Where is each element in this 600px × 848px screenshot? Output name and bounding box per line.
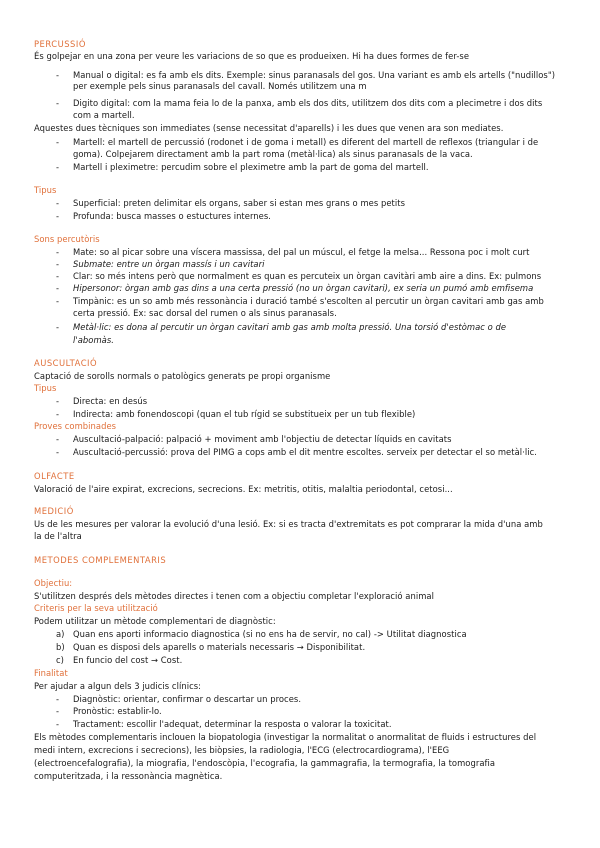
list-item: Martell: el martell de percussió (rodonet i de goma i metall) es diferent del martell de reflexos (triangular i de: [73, 137, 539, 147]
closing-paragraph-line: (electroencefalografia), la miografia, l'endoscòpia, l'ecografia, la gammagrafia, la termografia, la tomografia: [34, 758, 496, 768]
list-item-submate: Submate: entre un òrgan massís i un cavitari: [73, 259, 265, 269]
bullet-dash: -: [56, 694, 60, 704]
subsection-title-sons: Sons percutòris: [34, 234, 100, 244]
bullet-dash: -: [56, 434, 60, 444]
list-letter: b): [56, 642, 65, 652]
list-item: Auscultació-palpació: palpació + moviment amb l'objectiu de detectar líquids en cavitats: [73, 434, 452, 444]
list-item: Tractament: escollir l'adequat, determinar la resposta o valorar la toxicitat.: [73, 719, 392, 729]
section-title-percussio: PERCUSSIÓ: [34, 39, 86, 49]
list-item-cont: com a martell.: [73, 110, 135, 120]
list-item: Martell i pleximetre: percudim sobre el pleximetre amb la part de goma del martell.: [73, 162, 429, 172]
closing-paragraph-line: medi intern, excrecions i secrecions), les biòpsies, la radiologia, l'ECG (electrocardiograma), l'EEG: [34, 745, 450, 755]
list-item-timpanic: Timpànic: es un so amb més ressonància i duració també s'escolten al percutir un òrgan cavitari amb gas amb: [73, 296, 544, 306]
subsection-title-objectiu: Objectiu:: [34, 578, 73, 588]
bullet-dash: -: [56, 198, 60, 208]
list-item-cont: per exemple pels sinus paranasals del cavall. Només utilitzem una m: [73, 81, 367, 91]
section-title-medicio: MEDICIÓ: [34, 506, 74, 516]
medicio-text-cont: la de l'altra: [34, 531, 82, 541]
section-title-auscultacio: AUSCULTACIÓ: [34, 358, 98, 368]
criteris-intro: Podem utilitzar un mètode complementari de diagnòstic:: [34, 616, 276, 626]
bullet-dash: -: [56, 283, 60, 293]
list-item: Digito digital: com la mama feia lo de la panxa, amb els dos dits, utilitzem dos dits com a plecimetre i dos dits: [73, 98, 543, 108]
subsection-title-proves: Proves combinades: [34, 421, 117, 431]
bullet-dash: -: [56, 322, 60, 332]
list-item: Manual o digital: es fa amb els dits. Exemple: sinus paranasals del gos. Una variant es amb els artells ("nudillos"): [73, 70, 556, 80]
bullet-dash: -: [56, 259, 60, 269]
bullet-dash: -: [56, 409, 60, 419]
list-item-mate: Mate: so al picar sobre una víscera massissa, del pal un múscul, el fetge la melsa... Ressona poc i molt curt: [73, 247, 530, 257]
percussio-intro: És golpejar en una zona per veure les variacions de so que es produeixen. Hi ha dues formes de fer-se: [34, 51, 470, 61]
bullet-dash: -: [56, 162, 60, 172]
list-item: Quan es disposi dels aparells o materials necessaris → Disponibilitat.: [73, 642, 366, 652]
list-letter: c): [56, 655, 64, 665]
olfacte-text: Valoració de l'aire expirat, excrecions, secrecions. Ex: metritis, otitis, malaltia periodontal, cetosi...: [34, 484, 453, 494]
subsection-title-criteris: Criteris per la seva utilització: [34, 603, 158, 613]
bullet-dash: -: [56, 70, 60, 80]
list-item: Profunda: busca masses o estuctures internes.: [73, 211, 271, 221]
percussio-note: Aquestes dues tècniques son immediates (sense necessitat d'aparells) i les dues que venen ara son mediates.: [34, 123, 504, 133]
medicio-text: Us de les mesures per valorar la evolució d'una lesió. Ex: si es tracta d'extremitats es pot comprarar la mida d'una amb: [34, 519, 543, 529]
finalitat-intro: Per ajudar a algun dels 3 judicis clínics:: [34, 681, 202, 691]
closing-paragraph-line: computeritzada, i la ressonància magnètica.: [34, 771, 223, 781]
bullet-dash: -: [56, 271, 60, 281]
bullet-dash: -: [56, 396, 60, 406]
bullet-dash: -: [56, 447, 60, 457]
bullet-dash: -: [56, 247, 60, 257]
list-item-cont: goma). Colpejarem directament amb la part roma (metàl·lica) als sinus paranasals de la vaca.: [73, 149, 473, 159]
bullet-dash: -: [56, 719, 60, 729]
list-item: Directa: en desús: [73, 396, 148, 406]
bullet-dash: -: [56, 137, 60, 147]
list-item: En funcio del cost → Cost.: [73, 655, 183, 665]
subsection-title-tipus: Tipus: [34, 383, 57, 393]
list-item: Quan ens aporti informacio diagnostica (si no ens ha de servir, no cal) -> Utilitat diagnostica: [73, 629, 467, 639]
list-item-clar: Clar: so més intens però que normalment es quan es percuteix un òrgan cavitàri amb aire a dins. Ex: pulmons: [73, 271, 542, 281]
list-item: Indirecta: amb fonendoscopi (quan el tub rígid se substitueix per un tub flexible): [73, 409, 416, 419]
bullet-dash: -: [56, 296, 60, 306]
list-item-metallic: Metàl·lic: es dona al percutir un òrgan cavitari amb gas amb molta pressió. Una torsió d'estòmac o de: [73, 322, 507, 332]
list-item: Pronòstic: establir-lo.: [73, 706, 162, 716]
list-item: Diagnòstic: orientar, confirmar o descartar un proces.: [73, 694, 302, 704]
bullet-dash: -: [56, 706, 60, 716]
auscultacio-intro: Captació de sorolls normals o patològics generats pe propi organisme: [34, 371, 331, 381]
bullet-dash: -: [56, 98, 60, 108]
list-item-hipersonor: Hipersonor: òrgan amb gas dins a una certa pressió (no un òrgan cavitari), ex seria un pumó amb emfisema: [73, 283, 534, 293]
subsection-title-tipus: Tipus: [34, 185, 57, 195]
section-title-olfacte: OLFACTE: [34, 471, 75, 481]
subsection-title-finalitat: Finalitat: [34, 668, 68, 678]
list-item-cont: certa pressió. Ex: sac dorsal del rumen o als sinus paranasals.: [73, 308, 337, 318]
section-title-metodes: METODES COMPLEMENTARIS: [34, 555, 167, 565]
list-item: Auscultació-percussió: prova del PIMG a cops amb el dit mentre escoltes. serveix per detectar el so metàl·lic.: [73, 447, 537, 457]
bullet-dash: -: [56, 211, 60, 221]
objectiu-text: S'utilitzen després dels mètodes directes i tenen com a objectiu completar l'exploració animal: [34, 591, 434, 601]
list-item: Superficial: preten delimitar els organs, saber si estan mes grans o mes petits: [73, 198, 406, 208]
list-item-cont: l'abomàs.: [73, 335, 114, 345]
list-letter: a): [56, 629, 65, 639]
closing-paragraph-line: Els mètodes complementaris inclouen la biopatologia (investigar la normalitat o anormalitat de fluids i estructures del: [34, 732, 537, 742]
